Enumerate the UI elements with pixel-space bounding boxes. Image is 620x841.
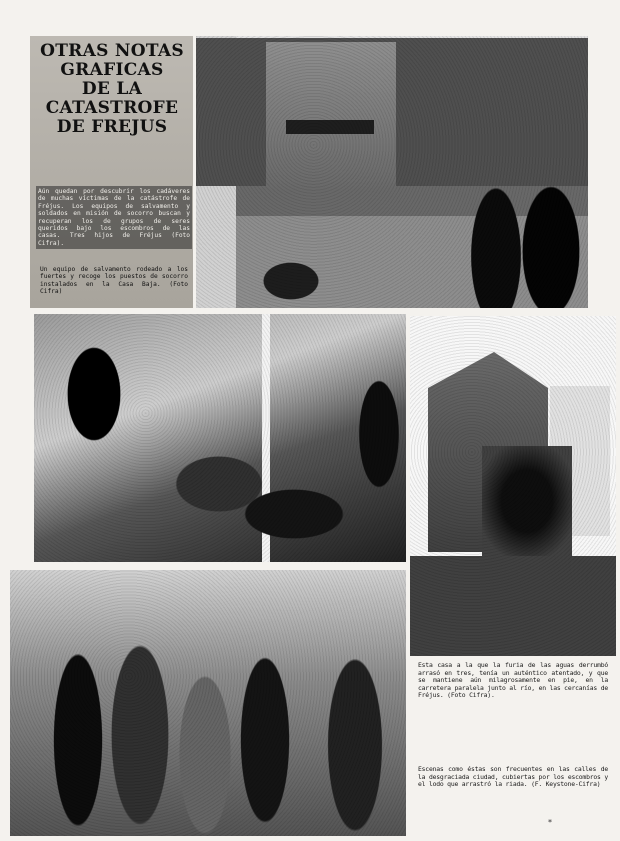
headline [38,42,186,137]
caption-bottom: Escenas como éstas son frecuentes en las calles de la desgraciada ciudad, cubiertas por los escombros y el lodo que arrastró la riada. (F. Keystone-Cifra) [418,765,608,789]
headline-line: GRAFICAS [60,60,164,80]
photo-boat-rescue [196,36,588,308]
caption-top: Un equipo de salvamento rodeado a los fuertes y recoge los puestos de socorro instalados en la Casa Baja. (Foto Cifra) [40,266,188,296]
intro-text: Aún quedan por descubrir los cadáveres de muchas víctimas de la catástrofe de Fréjus. Los equipos de salvamento y soldados en misión de socorro buscan y recuperan los de grupos de seres queridos bajo los escombros de las casas. Tres hijos de Fréjus (Foto Cifra). [36,186,192,249]
photo-survivors [10,570,406,836]
headline-line: DE LA CATASTROFE [45,79,179,118]
photo-debris [34,314,406,562]
page-mark: * [548,818,552,827]
headline-line: DE FREJUS [56,117,168,137]
caption-house: Esta casa a la que la furia de las aguas derrumbó arrasó en tres, tenía un auténtico atentado, y que se mantiene aún milagrosamente en pie, en la carretera paralela junto al río, en las cercanías de Fréjus. (Foto Cifra). [418,661,608,700]
photo-house [410,316,616,656]
headline-line: OTRAS NOTAS [40,41,184,61]
